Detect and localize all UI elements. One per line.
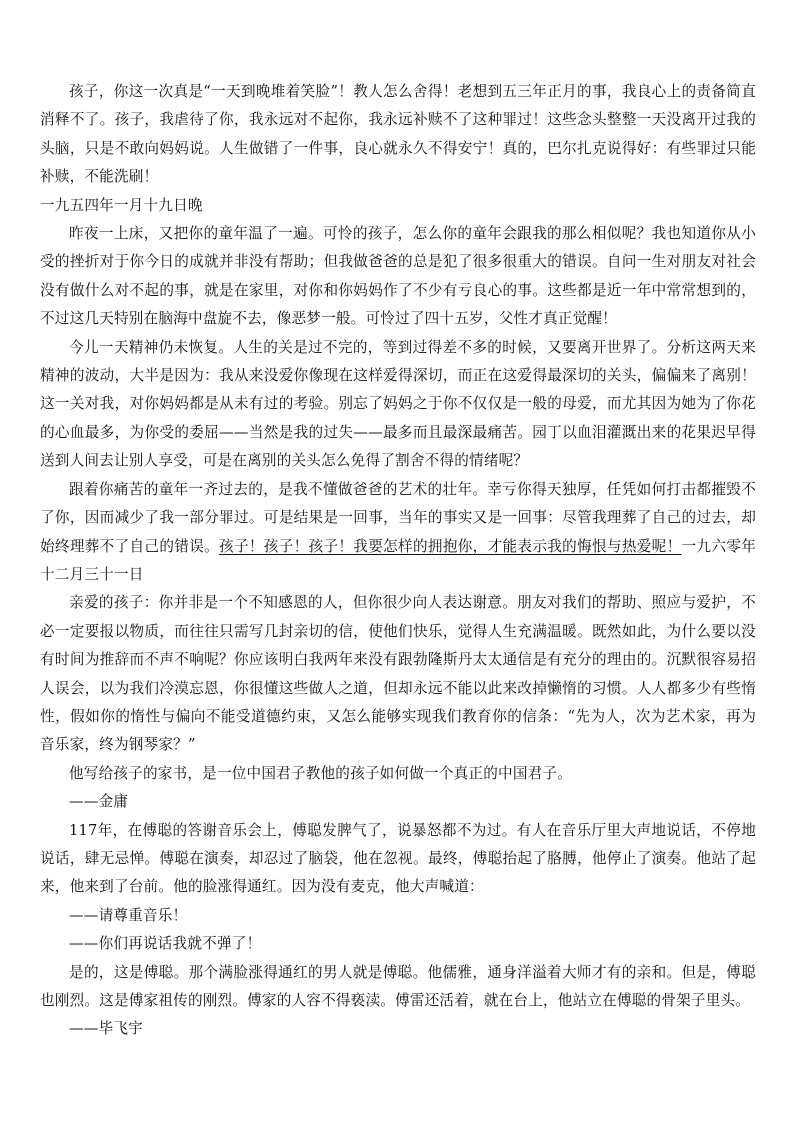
quote-1: ——请尊重音乐！ bbox=[69, 906, 188, 924]
paragraph-7: 117年，在傅聪的答谢音乐会上，傅聪发脾气了，说暴怒都不为过。有人在音乐厅里大声地说话，不停地说话，肆无忌惮。傅聪在演奏，却忍过了脑袋，他在忽视。最终，傅聪抬起了胳膊，他停止了演奏。他站了起来，他来到了台前。他的脸涨得通红。因为没有麦克，他大声喊道： bbox=[40, 821, 756, 896]
paragraph-4 bbox=[40, 476, 756, 590]
paragraph-3: 今儿一天精神仍未恢复。人生的关是过不完的，等到过得差不多的时候，又要离开世界了。分析这两天来精神的波动，大半是因为：我从来没爱你像现在这样爱得深切，而正在这爱得最深切的关头，偏偏来了离别！这一关对我，对你妈妈都是从未有过的考验。别忘了妈妈之于你不仅仅是一般的母爱，而尤其因为她为了你花的心血最多，为你受的委屈——当然是我的过失——最多而且最深最痛苦。园丁以血泪灌溉出来的花果迟早得送到人间去让别人享受，可是在离别的关头怎么免得了割舍不得的情绪呢？ bbox=[40, 338, 756, 470]
paragraph-4-text: 跟着你痛苦的童年一齐过去的，是我不懂做爸爸的艺术的壮年。幸亏你得天独厚，任凭如何打击都摧毁不了你，因而减少了我一部分罪过。可是结果是一回事，当年的事实又是一回事：尽管我理葬了自己的过去，却始终理葬不了自己的错误。 bbox=[40, 480, 756, 555]
paragraph-6: 他写给孩子的家书，是一位中国君子教他的孩子如何做一个真正的中国君子。 bbox=[69, 764, 572, 782]
date-line-1: 一九五四年一月十九日晚 bbox=[40, 196, 203, 214]
paragraph-2: 昨夜一上床，又把你的童年温了一遍。可怜的孩子，怎么你的童年会跟我的那么相似呢？我也知道你从小受的挫折对于你今日的成就并非没有帮助；但我做爸爸的总是犯了很多很重大的错误。自问一生对朋友对社会没有做什么对不起的事，就是在家里，对你和你妈妈作了不少有亏良心的事。这些都是近一年中常常想到的，不过这几天特别在脑海中盘旋不去，像恶梦一般。可怜过了四十五岁，父性才真正觉醒！ bbox=[40, 225, 756, 328]
date-line-2: 一九六零年十二月三十一日 bbox=[40, 537, 756, 583]
document-page bbox=[40, 78, 756, 1044]
paragraph-5: 亲爱的孩子：你并非是一个不知感恩的人，但你很少向人表达谢意。朋友对我们的帮助、照应与爱护，不必一定要报以物质，而往往只需写几封亲切的信，使他们快乐，觉得人生充满温暖。既然如此，为什么要以没有时间为推辞而不声不响呢？你应该明白我两年来没有跟勃隆斯丹太太通信是有充分的理由的。沉默很容易招人误会，以为我们冷漠忘恩，你很懂这些做人之道，但却永远不能以此来改掉懒惰的习惯。人人都多少有些惰性，假如你的惰性与偏向不能受道德约束，又怎么能够实现我们教育你的信条：“先为人，次为艺术家，再为音乐家，终为钢琴家？” bbox=[40, 594, 756, 754]
quote-2: ——你们再说话我就不弹了！ bbox=[69, 935, 262, 953]
author-bifeiyu: ——毕飞宇 bbox=[69, 1020, 143, 1038]
author-jinyong: ——金庸 bbox=[69, 793, 129, 811]
paragraph-8: 是的，这是傅聪。那个满脸涨得通红的男人就是傅聪。他儒雅，通身洋溢着大师才有的亲和。但是，傅聪也刚烈。这是傅家祖传的刚烈。傅家的人容不得亵渎。傅雷还活着，就在台上，他站立在傅聪的骨架子里头。 bbox=[40, 963, 756, 1009]
underlined-sentence: 孩子！孩子！孩子！我要怎样的拥抱你，才能表示我的悔恨与热爱呢！ bbox=[219, 537, 682, 555]
paragraph-1: 孩子，你这一次真是“一天到晚堆着笑脸”！教人怎么舍得！老想到五三年正月的事，我良心上的责备简直消释不了。孩子，我虐待了你，我永远对不起你，我永远补赎不了这种罪过！这些念头整整一天没离开过我的头脑，只是不敢向妈妈说。人生做错了一件事，良心就永久不得安宁！真的，巴尔扎克说得好：有些罪过只能补赎，不能洗刷！ bbox=[40, 83, 756, 186]
